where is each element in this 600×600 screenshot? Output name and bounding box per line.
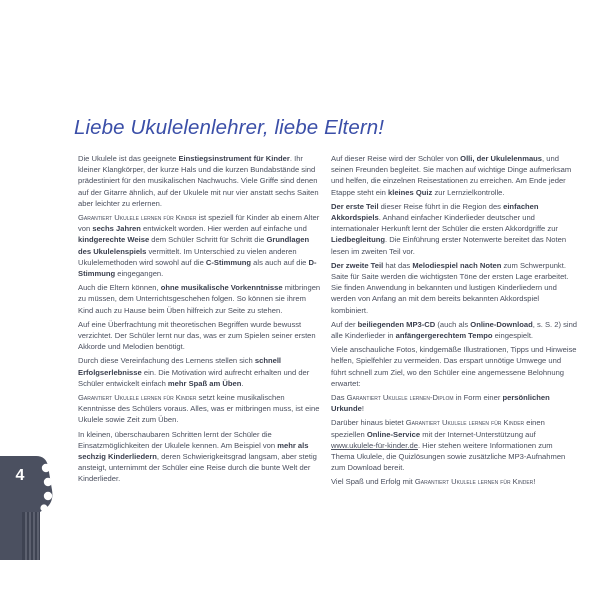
- paragraph: Durch diese Vereinfachung des Lernens stellen sich schnell Erfolgserlebnisse ein. Die Motivation wird aufrecht erhalten und der Schüler entwickelt einfach mehr Spaß am Üben.: [78, 356, 310, 388]
- paragraph: Darüber hinaus bietet Garantiert Ukulele lernen für Kinder einen speziellen Online-Service mit der Internet-Unterstützung auf www.ukulele-für-kinder.de. Hier stehen weitere Informationen zum Thema Ukulele, die Quizlösungen sowie zusätzliche MP3-Aufnahmen zum Download bereit.: [331, 418, 566, 473]
- website-link[interactable]: www.ukulele-für-kinder.de: [331, 440, 418, 450]
- paragraph: In kleinen, überschaubaren Schritten lernt der Schüler die Einsatzmöglichkeiten der Ukulele kennen. Am Beispiel von mehr als sechzig Kinderliedern, deren Schwierigkeitsgrad langsam, aber stetig ansteigt, unternimmt der Schüler eine Reise durch die bunte Welt der Kinderlieder.: [78, 429, 317, 484]
- page-title: Liebe Ukulelenlehrer, liebe Eltern!: [74, 116, 385, 139]
- ukulele-headstock-icon: [0, 450, 62, 560]
- paragraph: Das Garantiert Ukulele lernen-Diplom in Form einer persönlichen Urkunde!: [331, 393, 550, 414]
- paragraph: Der erste Teil dieser Reise führt in die Region des einfachen Akkordspiels. Anhand einfacher Kinderlieder deutscher und internationaler Herkunft lernt der Schüler die ersten Akkordgriffe zur Liedbegleitung. Die Einführung erster Notenwerte bereitet das Noten lesen im zweiten Teil vor.: [331, 201, 567, 256]
- paragraph: Viele anschauliche Fotos, kindgemäße Illustrationen, Tipps und Hinweise helfen, Spielfehler zu vermeiden. Das erspart unnötige Umwege und führt schnell zum Ziel, wo den Schüler eine angemessene Belohnung erwartet:: [331, 345, 577, 388]
- paragraph: Garantiert Ukulele lernen für Kinder setzt keine musikalischen Kenntnisse des Schülers voraus. Alles, was er mitbringen muss, ist eine Ukulele sowie Zeit zum Üben.: [78, 393, 320, 425]
- paragraph: Auch die Eltern können, ohne musikalische Vorkenntnisse mitbringen zu müssen, dem Unterrichtsgeschehen folgen. So können sie ihrem Kind auch zu Hause beim Üben hilfreich zur Seite zu stehen.: [78, 283, 321, 315]
- paragraph: Die Ukulele ist das geeignete Einstiegsinstrument für Kinder. Ihr kleiner Klangkörper, der kurze Hals und die kurzen Bundabstände sind prädestiniert für den musikalischen Nachwuchs. Viele Griffe sind denen auf der Gitarre ähnlich, auf der Ukulele mit nur vier anstatt sechs Saiten aber leichter zu erlernen.: [78, 154, 319, 208]
- page-number: 4: [15, 467, 25, 484]
- paragraph: Der zweite Teil hat das Melodiespiel nach Noten zum Schwerpunkt. Saite für Saite werden die wichtigsten Töne der ersten Lage erarbeitet. Sie finden Anwendung in bekannten und lustigen Kinderliedern und werden von Anfang an mit dem bereits bekannten Akkordspiel kombiniert.: [331, 260, 569, 315]
- right-column: [331, 153, 578, 491]
- paragraph: Auf der beiliegenden MP3-CD (auch als Online-Download, s. S. 2) sind alle Kinderlieder in anfängergerechtem Tempo eingespielt.: [331, 319, 578, 341]
- left-column: [78, 153, 323, 488]
- paragraph: Auf eine Überfrachtung mit theoretischen Begriffen wurde bewusst verzichtet. Der Schüler lernt nur das, was er zum Spielen seiner ersten Akkorde und Melodien benötigt.: [78, 319, 316, 352]
- paragraph: Garantiert Ukulele lernen für Kinder ist speziell für Kinder ab einem Alter von sechs Jahren entwickelt worden. Hier werden auf einfache und kindgerechte Weise dem Schüler Schritt für Schritt die Grundlagen des Ukulelenspiels vermittelt. Im Unterschied zu vielen anderen Ukulelemethoden wird sowohl auf die C-Stimmung als auch auf die D-Stimmung eingegangen.: [78, 213, 320, 279]
- paragraph: Auf dieser Reise wird der Schüler von Olli, der Ukulelenmaus, und seinen Freunden begleitet. Sie machen auf wichtige Dinge aufmerksam und helfen, die einzelnen Reisestationen zu erreichen. Am Ende jeder Etappe steht ein kleines Quiz zur Lernzielkontrolle.: [331, 154, 572, 197]
- paragraph: Viel Spaß und Erfolg mit Garantiert Ukulele lernen für Kinder!: [331, 477, 536, 487]
